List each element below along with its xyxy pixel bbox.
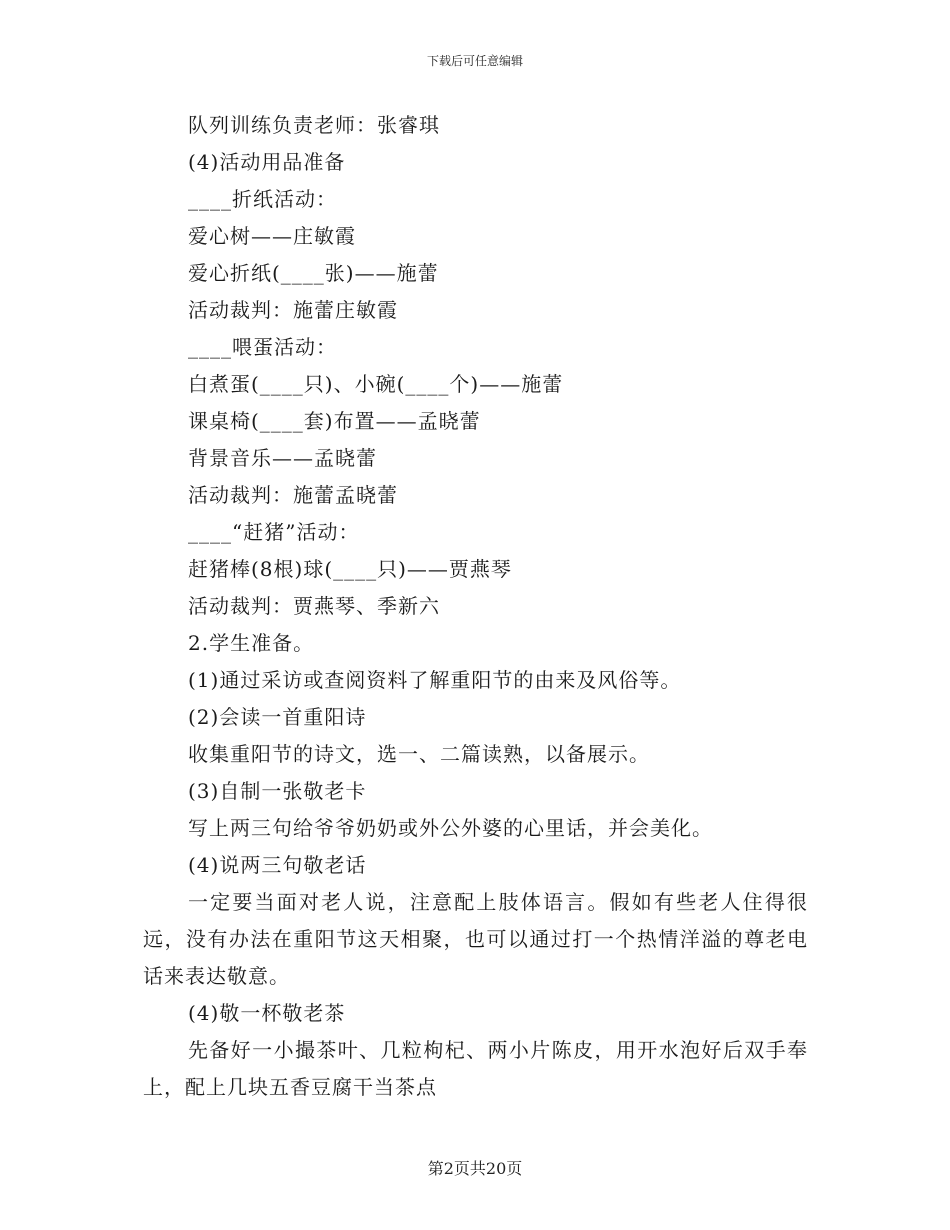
- paragraph: 先备好一小撮茶叶、几粒枸杞、两小片陈皮，用开水泡好后双手奉上，配上几块五香豆腐干当茶点: [143, 1038, 808, 1099]
- text-line: (4)说两三句敬老话: [188, 853, 367, 877]
- text-line: 赶猪棒(8根)球(____只)——贾燕琴: [188, 557, 512, 581]
- text-line: ____“赶猪”活动：: [188, 520, 360, 544]
- text-line: (4)活动用品准备: [188, 150, 346, 174]
- text-line: (1)通过采访或查阅资料了解重阳节的由来及风俗等。: [188, 668, 682, 692]
- text-line: 背景音乐——孟晓蕾: [188, 446, 377, 470]
- text-line: 白煮蛋(____只)、小碗(____个)——施蕾: [188, 372, 564, 396]
- text-line: 活动裁判：施蕾孟晓蕾: [188, 483, 398, 507]
- text-line: (3)自制一张敬老卡: [188, 779, 367, 803]
- text-line: (4)敬一杯敬老茶: [188, 1001, 346, 1025]
- text-line: 队列训练负责老师：张睿琪: [188, 113, 440, 137]
- text-line: ____喂蛋活动：: [188, 335, 337, 359]
- document-body: [143, 107, 808, 1106]
- text-line: 爱心树——庄敏霞: [188, 224, 356, 248]
- text-line: 活动裁判：贾燕琴、季新六: [188, 594, 440, 618]
- section-heading: 2.学生准备。: [188, 631, 315, 655]
- text-line: (2)会读一首重阳诗: [188, 705, 367, 729]
- page-footer: 第2页共20页: [427, 1159, 523, 1178]
- text-line: 写上两三句给爷爷奶奶或外公外婆的心里话，并会美化。: [188, 816, 713, 840]
- page-header: 下载后可任意编辑: [426, 54, 523, 68]
- text-line: ____折纸活动：: [188, 187, 337, 211]
- paragraph: 一定要当面对老人说，注意配上肢体语言。假如有些老人住得很远，没有办法在重阳节这天相聚，也可以通过打一个热情洋溢的尊老电话来表达敬意。: [143, 890, 808, 988]
- text-line: 收集重阳节的诗文，选一、二篇读熟，以备展示。: [188, 742, 650, 766]
- text-line: 爱心折纸(____张)——施蕾: [188, 261, 439, 285]
- text-line: 活动裁判：施蕾庄敏霞: [188, 298, 398, 322]
- text-line: 课桌椅(____套)布置——孟晓蕾: [188, 409, 481, 433]
